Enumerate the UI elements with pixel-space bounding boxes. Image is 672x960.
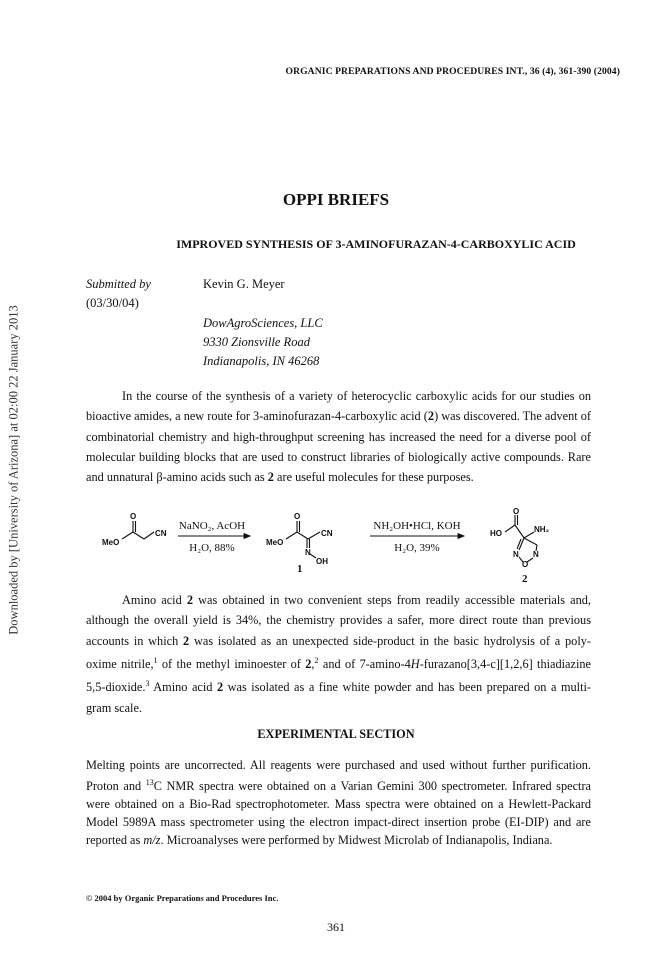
c2-n-right: N (533, 550, 539, 559)
journal-header: ORGANIC PREPARATIONS AND PROCEDURES INT., 36 (4), 361-390 (2004) (285, 66, 620, 77)
step2-conditions: H₂O, 39% (394, 542, 440, 554)
sm-carbonyl-o: O (130, 512, 137, 521)
intro-paragraph: In the course of the synthesis of a variety of heterocyclic carboxylic acids for our studies on bioactive amides, a new route for 3-aminofurazan-4-carboxylic acid (2) was discovered. The advent of combinatorial chemistry and high-throughput screening has increased the need for a diverse pool of molecular building blocks that are used to construct libraries of biologically active compounds. Rare and unnatural β-amino acids such as 2 are useful molecules for these purposes. (86, 389, 591, 485)
c2-nh2: NH₂ (534, 525, 550, 534)
article-title: IMPROVED SYNTHESIS OF 3-AMINOFURAZAN-4-CARBOXYLIC ACID (176, 237, 576, 251)
download-watermark (8, 150, 20, 790)
submission-date: (03/30/04) (86, 296, 139, 310)
page-number: 361 (327, 920, 345, 934)
experimental-heading: EXPERIMENTAL SECTION (257, 727, 415, 741)
affiliation-line-3: Indianapolis, IN 46268 (203, 354, 320, 368)
download-watermark-text: Downloaded by [University of Arizona] at 02:00 22 January 2013 (6, 305, 21, 635)
c2-n-left: N (513, 550, 519, 559)
step1-reagents: NaNO₂, AcOH (178, 520, 246, 532)
sm-cn: CN (155, 529, 167, 538)
c1-oh: OH (316, 557, 328, 566)
c2-ho: HO (490, 529, 502, 538)
compound-2-label: 2 (522, 573, 528, 585)
step2-reagents: NH₂OH•HCl, KOH (373, 520, 461, 532)
affiliation-line-1: DowAgroSciences, LLC (203, 316, 323, 330)
c2-ring-o: O (522, 560, 529, 569)
reaction-arrow-2 (370, 534, 464, 539)
copyright-notice: © 2004 by Organic Preparations and Procedures Inc. (86, 893, 279, 903)
results-paragraph: Amino acid 2 was obtained in two convenient steps from readily accessible materials and, although the overall yield is 34%, the chemistry provides a safer, more direct route than previous accounts in which 2 was isolated as an unexpected side-product in the basic hydrolysis of a poly-oxime nitrile,$^1$ of the methyl iminoester of 2,$^2$ and of 7-amino-4H-furazano[3,4-c][1,2,6] thiadiazine 5,5-dioxide.$^3$ Amino acid 2 was isolated as a fine white powder and has been prepared on a multi-gram scale. (86, 593, 592, 715)
affiliation-line-2: 9330 Zionsville Road (203, 335, 310, 349)
submitted-by-label: Submitted by (86, 277, 151, 291)
c1-n: N (305, 548, 311, 557)
reaction-scheme (100, 508, 580, 588)
author-name: Kevin G. Meyer (203, 277, 285, 291)
c2-carbonyl-o: O (513, 508, 520, 516)
compound-1-structure (286, 521, 320, 558)
experimental-paragraph: Melting points are uncorrected. All reagents were purchased and used without further purification. Proton and $^{13}$C NMR spectra were obtained on a Varian Gemini 300 spectrometer. Infrared spectra were obtained on a Bio-Rad spectrophotometer. Mass spectra were obtained on a Hewlett-Packard Model 5989A mass spectrometer using the electron impact-direct insertion probe (EI-DIP) and are reported as m/z. Microanalyses were performed by Midwest Microlab of Indianapolis, Indiana. (86, 758, 591, 848)
starting-material-structure (122, 521, 154, 539)
c1-meo: MeO (266, 538, 284, 547)
compound-1-label: 1 (297, 563, 303, 575)
c1-cn: CN (321, 529, 333, 538)
c1-carbonyl-o: O (294, 512, 301, 521)
reaction-arrow-1 (178, 534, 250, 539)
step1-conditions: H₂O, 88% (189, 542, 235, 554)
sm-meo: MeO (102, 538, 120, 547)
section-title: OPPI BRIEFS (282, 190, 390, 209)
